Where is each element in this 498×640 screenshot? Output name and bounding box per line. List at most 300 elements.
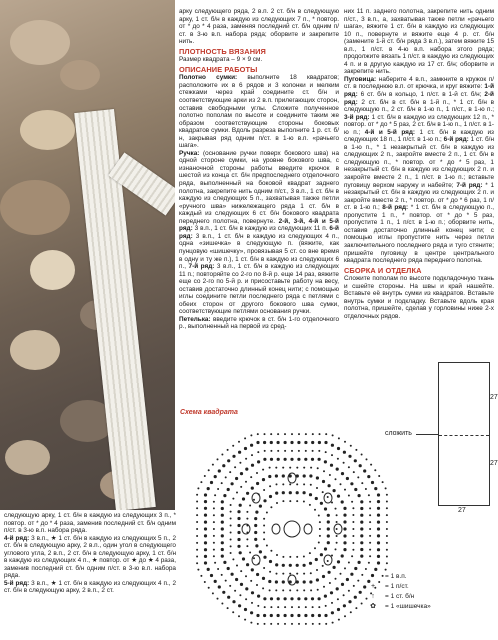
- stitch-mark: [256, 614, 259, 617]
- stitch-mark: [230, 525, 232, 527]
- stitch-mark: [270, 441, 273, 444]
- stitch-mark: [275, 492, 278, 495]
- stitch-mark: [360, 514, 363, 517]
- stitch-mark: [204, 534, 207, 537]
- stitch-mark: [238, 441, 240, 443]
- bold-term: 8-й ряд:: [379, 204, 409, 212]
- stitch-mark: [270, 614, 273, 617]
- stitch-mark: [282, 556, 284, 558]
- stitch-mark: [311, 597, 314, 600]
- stitch-mark: [318, 515, 320, 517]
- stitch-mark: [305, 623, 307, 625]
- stitch-mark: [310, 467, 312, 469]
- stitch-mark: [276, 502, 278, 504]
- stitch-mark: [214, 475, 217, 478]
- stitch-mark: [250, 444, 253, 447]
- stitch-mark: [360, 521, 363, 524]
- stitch-mark: [269, 467, 271, 469]
- stitch-mark: [269, 485, 271, 487]
- stitch-mark: [351, 501, 353, 503]
- stitch-mark: [196, 514, 198, 516]
- stitch-mark: [254, 517, 257, 520]
- stitch-mark: [386, 562, 388, 564]
- stitch-mark: [318, 450, 320, 452]
- paragraph: следующую арку, 1 ст. б/н в каждую из следующих 3 п., * повтор. от * до * 4 раза, заменив последний ст. б/н одним п/ст. в 3-ю в.п. набора ряда.: [4, 512, 176, 535]
- stitch-mark: [298, 433, 300, 435]
- stitch-mark: [221, 555, 224, 558]
- stitch-mark: [328, 571, 331, 574]
- stitch-mark: [305, 433, 307, 435]
- stitch-mark: [332, 622, 334, 624]
- stitch-mark: [303, 564, 306, 567]
- stitch-mark: [352, 542, 354, 544]
- stitch-mark: [213, 542, 215, 544]
- dimension-bottom: 27: [458, 507, 466, 514]
- stitch-mark: [214, 494, 216, 496]
- paragraph-text: введите крючок в ст. б/н 1-го отделочного р., выполненный на первой из сред-: [179, 315, 339, 331]
- stitch-mark: [237, 510, 240, 513]
- stitch-mark: [268, 580, 271, 583]
- stitch-mark: [312, 623, 314, 625]
- stitch-mark: [222, 591, 225, 594]
- stitch-mark: [255, 511, 258, 514]
- stitch-mark: [263, 597, 266, 600]
- stitch-mark: [360, 500, 363, 503]
- stitch-mark: [298, 623, 300, 625]
- stitch-mark: [331, 555, 333, 557]
- stitch-mark: [324, 441, 327, 444]
- stitch-mark: [204, 500, 207, 503]
- stitch-mark: [230, 545, 232, 547]
- stitch-mark: [303, 573, 305, 575]
- stitch-mark: [270, 458, 273, 461]
- legend-label: = 1 п/ст.: [385, 583, 409, 590]
- stitch-mark: [213, 514, 215, 516]
- stitch-mark: [239, 504, 242, 507]
- stitch-mark: [386, 521, 388, 523]
- paragraph-text: 3 в.п., 1 ст. б/н в каждую из следующих 11 п.; повторяйте со 2-го по 8-й р. еще 14 раз, вяжите еще со 2-го по 5-й р. и присоставьте работу на весу, оставив достаточно длинный конец нити; с помощью иглы соедините петли последнего ряда с петлями с обеих сторон от другого бокового шва сумки, соответствующие петлями основания ручки.: [179, 263, 339, 316]
- stitch-mark: [232, 558, 234, 560]
- stitch-mark: [284, 623, 286, 625]
- stitch-mark: [369, 501, 371, 503]
- stitch-mark: [270, 606, 272, 608]
- stitch-mark: [221, 527, 224, 530]
- stitch-mark: [208, 587, 210, 589]
- stitch-mark: [359, 464, 362, 467]
- stitch-mark: [348, 590, 350, 592]
- stitch-mark: [275, 589, 277, 591]
- stitch-mark: [246, 545, 248, 547]
- bold-term: 2-й, 3-й, 4-й и 5-й ряд:: [179, 217, 339, 233]
- stitch-mark: [250, 622, 252, 624]
- stitch-mark: [277, 606, 279, 608]
- paragraph: Размер квадрата – 9 × 9 см.: [179, 56, 263, 64]
- stitch-mark: [386, 542, 388, 544]
- bobble-mark: [288, 575, 296, 585]
- stitch-mark: [268, 475, 271, 478]
- stitch-mark: [305, 606, 307, 608]
- stitch-mark: [207, 487, 210, 490]
- stitch-mark: [319, 623, 321, 625]
- stitch-mark: [386, 556, 388, 558]
- stitch-mark: [331, 502, 333, 504]
- stitch-mark: [343, 507, 346, 510]
- stitch-mark: [322, 575, 325, 578]
- stitch-mark: [210, 574, 213, 577]
- stitch-mark: [365, 488, 367, 490]
- stitch-mark: [269, 571, 271, 573]
- stitch-mark: [213, 521, 215, 523]
- bold-term: 6-й ряд:: [179, 225, 339, 240]
- stitch-mark: [221, 482, 223, 484]
- stitch-mark: [327, 496, 329, 498]
- stitch-mark: [270, 597, 273, 600]
- stitch-mark: [367, 475, 370, 478]
- stitch-mark: [377, 555, 380, 558]
- stitch-mark: [310, 484, 312, 486]
- stitch-mark: [249, 552, 251, 554]
- stitch-mark: [355, 449, 357, 451]
- stitch-mark: [365, 568, 367, 570]
- stitch-mark: [323, 470, 325, 472]
- stitch-mark: [245, 575, 247, 577]
- stitch-mark: [357, 580, 359, 582]
- stitch-mark: [221, 603, 223, 605]
- stitch-mark: [290, 441, 293, 444]
- stitch-mark: [289, 589, 291, 591]
- stitch-mark: [315, 558, 318, 561]
- stitch-legend: [365, 572, 431, 612]
- stitch-mark: [256, 472, 258, 474]
- stitch-mark: [310, 572, 312, 574]
- paragraph-text: * 1 ст. б/н в следующую п., пропустите 1 п., * повтор. от * до * 5 раз, пропустите 1 п., 1 п/ст. в 1-ю п.; оборвите нить, оставив достаточно длинный конец нити; с помощью иглы пропустите нить через петли заключительного последнего ряда и туго стяните; пришейте пуговицу в центре центрального квадрата последнего ряда переднего полотна.: [344, 204, 494, 265]
- stitch-mark: [343, 541, 346, 544]
- stitch-mark: [270, 506, 272, 508]
- stitch-mark: [210, 481, 213, 484]
- stitch-mark: [338, 437, 340, 439]
- stitch-mark: [377, 500, 380, 503]
- stitch-mark: [262, 577, 265, 580]
- stitch-mark: [217, 458, 219, 460]
- dimension-side: 27: [490, 460, 498, 467]
- stitch-mark: [229, 585, 231, 587]
- stitch-mark: [204, 581, 206, 583]
- chain-symbol-icon: •: [371, 573, 375, 580]
- stitch-mark: [359, 591, 362, 594]
- stitch-mark: [318, 606, 320, 608]
- bold-term: 7-й ряд:: [453, 181, 483, 189]
- stitch-mark: [277, 433, 279, 435]
- stitch-mark: [212, 592, 214, 594]
- fold-line: [439, 363, 489, 436]
- stitch-mark: [204, 507, 207, 510]
- stitch-mark: [196, 494, 198, 496]
- stitch-mark: [204, 541, 207, 544]
- stitch-mark: [343, 451, 346, 454]
- stitch-mark: [366, 458, 368, 460]
- stitch-mark: [263, 499, 266, 502]
- stitch-mark: [335, 548, 337, 550]
- stitch-mark: [382, 481, 384, 483]
- stitch-mark: [337, 458, 339, 460]
- stitch-mark: [316, 569, 318, 571]
- stitch-mark: [303, 491, 306, 494]
- diagram-title: Схема квадрата: [180, 409, 238, 416]
- stitch-mark: [331, 444, 334, 447]
- stitch-mark: [204, 493, 207, 496]
- stitch-mark: [266, 512, 268, 514]
- stitch-mark: [343, 514, 346, 517]
- stitch-mark: [270, 433, 272, 435]
- stitch-mark: [289, 483, 291, 485]
- stitch-mark: [309, 552, 311, 554]
- stitch-mark: [254, 538, 257, 541]
- stitch-mark: [238, 451, 241, 454]
- stitch-mark: [361, 603, 363, 605]
- stitch-mark: [386, 507, 388, 509]
- stitch-mark: [311, 614, 314, 617]
- bold-term: 1-й ряд:: [344, 83, 494, 99]
- stitch-mark: [238, 615, 240, 617]
- stitch-mark: [344, 615, 346, 617]
- stitch-mark: [377, 548, 380, 551]
- stitch-mark: [360, 541, 363, 544]
- stitch-mark: [239, 462, 241, 464]
- stitch-mark: [270, 550, 272, 552]
- stitch-mark: [369, 549, 371, 551]
- bold-term: Полотно сумки:: [179, 74, 238, 82]
- stitch-mark: [212, 464, 214, 466]
- paragraph-text: 3 в.п., 1 ст. б/н в каждую из следующих 11 п.: [192, 225, 328, 233]
- stitch-mark: [361, 574, 363, 576]
- stitch-mark: [353, 585, 355, 587]
- paragraph-text: 1 ст. б/н в каждую из следующих 12 п., * повтор. от * до * 5 раз, 2 ст. б/н в 1-ю п., 1 п/ст. в 1-ю п.;: [344, 113, 494, 136]
- stitch-mark: [352, 514, 354, 516]
- stitch-mark: [341, 500, 344, 503]
- stitch-mark: [262, 478, 265, 481]
- stitch-mark: [221, 507, 224, 510]
- stitch-mark: [309, 504, 311, 506]
- stitch-mark: [244, 619, 246, 621]
- stitch-mark: [232, 600, 235, 603]
- stitch-mark: [282, 500, 284, 502]
- stitch-mark: [239, 551, 242, 554]
- bobble-mark: [288, 473, 296, 483]
- stitch-mark: [360, 555, 363, 558]
- stitch-mark: [221, 521, 224, 524]
- stitch-mark: [337, 447, 340, 450]
- stitch-mark: [214, 562, 216, 564]
- stitch-mark: [325, 605, 327, 607]
- stitch-mark: [329, 582, 331, 584]
- stitch-mark: [303, 589, 305, 591]
- stitch-mark: [257, 433, 259, 435]
- stitch-mark: [213, 501, 215, 503]
- stitch-mark: [289, 556, 291, 558]
- paragraph: [179, 316, 339, 331]
- stitch-mark: [324, 614, 327, 617]
- stitch-mark: [240, 486, 242, 488]
- stitch-mark: [270, 623, 272, 625]
- stitch-mark: [344, 489, 346, 491]
- product-photo: [0, 0, 175, 510]
- stitch-mark: [204, 514, 207, 517]
- stitch-mark: [251, 568, 254, 571]
- stitch-mark: [222, 464, 225, 467]
- stitch-mark: [244, 447, 247, 450]
- stitch-mark: [251, 591, 254, 594]
- stitch-mark: [327, 514, 330, 517]
- stitch-mark: [256, 441, 259, 444]
- stitch-mark: [335, 508, 337, 510]
- section-heading: ОПИСАНИЕ РАБОТЫ: [179, 64, 258, 74]
- stitch-mark: [225, 476, 227, 478]
- stitch-mark: [259, 505, 262, 508]
- stitch-mark: [254, 531, 257, 534]
- stitch-mark: [370, 464, 372, 466]
- stitch-mark: [221, 541, 224, 544]
- stitch-mark: [303, 467, 305, 469]
- section-heading: ПЛОТНОСТЬ ВЯЗАНИЯ: [179, 46, 266, 56]
- stitch-mark: [237, 531, 240, 534]
- stitch-mark: [245, 481, 247, 483]
- stitch-mark: [377, 561, 380, 564]
- stitch-mark: [251, 602, 253, 604]
- legend-item: [365, 602, 431, 612]
- paragraph-text: * 1 незакрытый ст. б/н в каждую из следующих 2 п. и закройте вместе 2 п., * повтор. от * до * 6 раз, 1 п/ст. в 1-ю п.;: [344, 181, 494, 212]
- stitch-mark: [275, 474, 278, 477]
- stitch-mark: [221, 534, 224, 537]
- stitch-mark: [249, 505, 251, 507]
- stitch-mark: [331, 454, 333, 456]
- stitch-mark: [330, 464, 333, 467]
- stitch-mark: [196, 556, 198, 558]
- stitch-mark: [322, 480, 325, 483]
- stitch-mark: [333, 566, 336, 569]
- stitch-mark: [269, 589, 271, 591]
- stitch-mark: [352, 507, 354, 509]
- stitch-mark: [350, 573, 353, 576]
- bold-term: 4-й и 5-й ряд:: [360, 128, 416, 136]
- stitch-mark: [217, 598, 219, 600]
- stitch-mark: [336, 535, 338, 537]
- stitch-mark: [284, 458, 287, 461]
- stitch-mark: [218, 469, 221, 472]
- stitch-mark: [354, 567, 357, 570]
- stitch-mark: [284, 597, 287, 600]
- stitch-mark: [346, 477, 349, 480]
- stitch-mark: [204, 475, 206, 477]
- stitch-mark: [227, 488, 230, 491]
- paragraph: [344, 76, 494, 265]
- stitch-mark: [246, 511, 248, 513]
- stitch-mark: [368, 562, 370, 564]
- stitch-mark: [348, 600, 351, 603]
- section-heading: СБОРКА И ОТДЕЛКА: [344, 265, 422, 275]
- stitch-mark: [237, 538, 240, 541]
- stitch-mark: [277, 441, 280, 444]
- bold-term: 7-й ряд:: [186, 263, 215, 271]
- stitch-mark: [352, 535, 354, 537]
- stitch-mark: [204, 527, 207, 530]
- legend-item: [365, 572, 431, 582]
- stitch-mark: [255, 544, 258, 547]
- stitch-mark: [354, 596, 357, 599]
- bobble-mark: [304, 524, 312, 534]
- stitch-mark: [336, 514, 338, 516]
- stitch-mark: [318, 597, 321, 600]
- stitch-mark: [282, 491, 285, 494]
- stitch-mark: [200, 481, 202, 483]
- stitch-mark: [263, 518, 265, 520]
- bobble-mark: [334, 524, 342, 534]
- stitch-mark: [304, 614, 307, 617]
- stitch-mark: [330, 591, 333, 594]
- stitch-mark: [341, 554, 344, 557]
- stitch-mark: [327, 534, 330, 537]
- stitch-mark: [386, 549, 388, 551]
- stitch-mark: [296, 491, 299, 494]
- stitch-mark: [352, 528, 354, 530]
- stitch-mark: [204, 548, 207, 551]
- stitch-mark: [196, 535, 198, 537]
- stitch-mark: [354, 488, 357, 491]
- stitch-mark: [257, 451, 259, 453]
- stitch-mark: [282, 474, 285, 477]
- bold-term: 2-й ряд:: [344, 91, 494, 106]
- stitch-mark: [327, 527, 330, 530]
- stitch-mark: [264, 433, 266, 435]
- stitch-mark: [311, 441, 314, 444]
- stitch-mark: [290, 614, 293, 617]
- stitch-mark: [282, 589, 284, 591]
- stitch-mark: [196, 528, 198, 530]
- stitch-mark: [343, 548, 346, 551]
- stitch-mark: [227, 567, 230, 570]
- stitch-mark: [369, 528, 371, 530]
- stitch-mark: [277, 458, 280, 461]
- stitch-mark: [312, 450, 314, 452]
- stitch-mark: [303, 483, 305, 485]
- bag-outline: [438, 362, 490, 506]
- stitch-mark: [197, 569, 199, 571]
- stitch-mark: [369, 555, 371, 557]
- stitch-mark: [316, 487, 318, 489]
- stitch-mark: [269, 495, 272, 498]
- stitch-mark: [213, 507, 215, 509]
- stitch-mark: [309, 580, 312, 583]
- stitch-mark: [244, 608, 247, 611]
- stitch-mark: [232, 611, 234, 613]
- stitch-mark: [386, 514, 388, 516]
- stitch-mark: [325, 623, 327, 625]
- stitch-mark: [277, 623, 279, 625]
- stitch-mark: [276, 573, 278, 575]
- stitch-mark: [348, 562, 350, 564]
- stitch-mark: [230, 504, 232, 506]
- stitch-mark: [276, 554, 278, 556]
- stitch-mark: [237, 524, 240, 527]
- stitch-mark: [298, 450, 300, 452]
- stitch-mark: [253, 557, 255, 559]
- stitch-mark: [240, 570, 242, 572]
- stitch-mark: [319, 433, 321, 435]
- stitch-mark: [340, 573, 342, 575]
- stitch-mark: [208, 469, 210, 471]
- stitch-mark: [291, 433, 293, 435]
- stitch-mark: [275, 467, 277, 469]
- stitch-mark: [289, 573, 291, 575]
